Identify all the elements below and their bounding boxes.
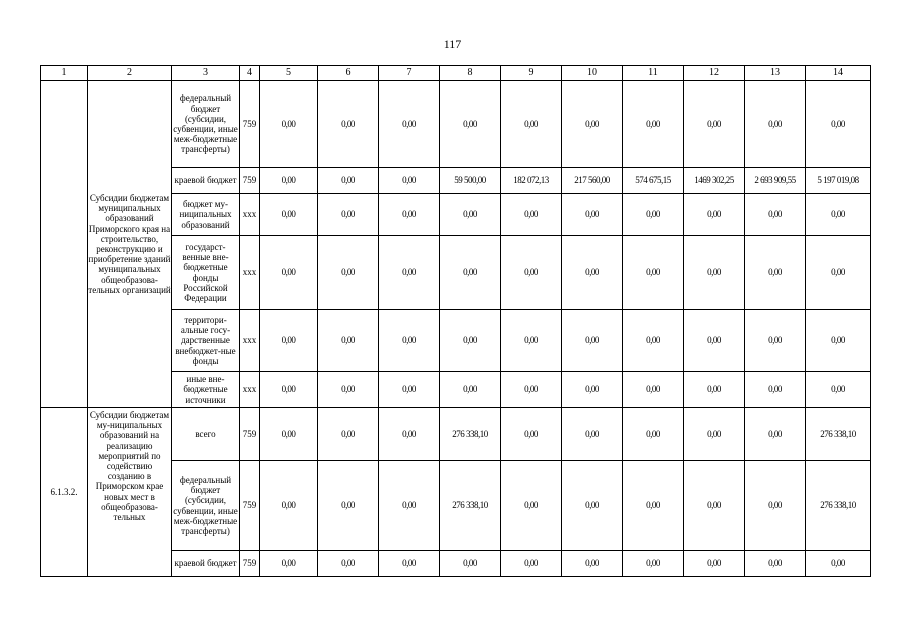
- value-cell: 276 338,10: [440, 461, 501, 551]
- column-header: 9: [501, 66, 562, 81]
- value-cell: 1469 302,25: [684, 168, 745, 194]
- value-cell: 0,00: [623, 310, 684, 372]
- value-cell: 0,00: [806, 194, 871, 236]
- column-header: 10: [562, 66, 623, 81]
- value-cell: 0,00: [562, 310, 623, 372]
- value-cell: 0,00: [745, 310, 806, 372]
- value-cell: 0,00: [318, 408, 379, 461]
- funding-source: федеральный бюджет (субсидии, субвенции, иные меж-бюджетные трансферты): [172, 461, 240, 551]
- value-cell: 0,00: [379, 194, 440, 236]
- value-cell: 0,00: [745, 81, 806, 168]
- value-cell: 0,00: [260, 310, 318, 372]
- value-cell: 0,00: [440, 372, 501, 408]
- value-cell: 217 560,00: [562, 168, 623, 194]
- budget-code: xxx: [240, 372, 260, 408]
- value-cell: 0,00: [562, 81, 623, 168]
- column-header: 5: [260, 66, 318, 81]
- value-cell: 574 675,15: [623, 168, 684, 194]
- value-cell: 0,00: [562, 408, 623, 461]
- value-cell: 0,00: [623, 408, 684, 461]
- value-cell: 0,00: [562, 236, 623, 310]
- value-cell: 0,00: [440, 81, 501, 168]
- column-header: 13: [745, 66, 806, 81]
- value-cell: 0,00: [684, 461, 745, 551]
- value-cell: 0,00: [318, 551, 379, 577]
- column-header: 12: [684, 66, 745, 81]
- column-header: 2: [88, 66, 172, 81]
- value-cell: 0,00: [501, 551, 562, 577]
- column-header: 3: [172, 66, 240, 81]
- value-cell: 0,00: [260, 372, 318, 408]
- value-cell: 0,00: [440, 236, 501, 310]
- value-cell: 0,00: [440, 310, 501, 372]
- funding-source: всего: [172, 408, 240, 461]
- value-cell: 0,00: [684, 310, 745, 372]
- value-cell: 0,00: [501, 236, 562, 310]
- budget-code: 759: [240, 551, 260, 577]
- budget-code: 759: [240, 408, 260, 461]
- value-cell: 0,00: [684, 236, 745, 310]
- value-cell: 0,00: [379, 461, 440, 551]
- value-cell: 0,00: [745, 194, 806, 236]
- item-name: Субсидии бюджетам муниципальных образований Приморского края на строительство, реконструкцию и приобретение зданий муниципальных общеобразова-тельных организаций: [88, 81, 172, 408]
- value-cell: 0,00: [501, 372, 562, 408]
- value-cell: 0,00: [562, 551, 623, 577]
- value-cell: 0,00: [501, 461, 562, 551]
- page-number: 117: [443, 37, 462, 51]
- funding-source: иные вне-бюджетные источники: [172, 372, 240, 408]
- funding-source: бюджет му-ниципальных образований: [172, 194, 240, 236]
- value-cell: 0,00: [260, 194, 318, 236]
- value-cell: 0,00: [684, 194, 745, 236]
- value-cell: 0,00: [562, 194, 623, 236]
- value-cell: 59 500,00: [440, 168, 501, 194]
- value-cell: 0,00: [379, 372, 440, 408]
- value-cell: 0,00: [379, 408, 440, 461]
- value-cell: 0,00: [623, 461, 684, 551]
- value-cell: 0,00: [745, 551, 806, 577]
- item-code: [41, 81, 88, 408]
- value-cell: 0,00: [260, 408, 318, 461]
- funding-source: государст-венные вне-бюджетные фонды Российской Федерации: [172, 236, 240, 310]
- value-cell: 5 197 019,08: [806, 168, 871, 194]
- budget-table: [40, 65, 871, 577]
- item-code: 6.1.3.2.: [41, 408, 88, 577]
- value-cell: 0,00: [379, 236, 440, 310]
- value-cell: 0,00: [260, 81, 318, 168]
- value-cell: 0,00: [379, 551, 440, 577]
- budget-code: xxx: [240, 236, 260, 310]
- column-header: 8: [440, 66, 501, 81]
- column-header: 6: [318, 66, 379, 81]
- value-cell: 0,00: [623, 194, 684, 236]
- value-cell: 0,00: [440, 551, 501, 577]
- budget-code: 759: [240, 81, 260, 168]
- value-cell: 0,00: [501, 408, 562, 461]
- value-cell: 0,00: [806, 81, 871, 168]
- value-cell: 0,00: [623, 81, 684, 168]
- value-cell: 0,00: [318, 81, 379, 168]
- item-name: Субсидии бюджетам му-ниципальных образований на реализацию мероприятий по содействию созданию в Приморском крае новых мест в общеобразова-тельных: [88, 408, 172, 577]
- value-cell: 0,00: [745, 236, 806, 310]
- value-cell: 0,00: [623, 551, 684, 577]
- column-header: 14: [806, 66, 871, 81]
- value-cell: 276 338,10: [806, 408, 871, 461]
- value-cell: 0,00: [318, 236, 379, 310]
- budget-code: 759: [240, 168, 260, 194]
- value-cell: 0,00: [806, 372, 871, 408]
- value-cell: 0,00: [379, 168, 440, 194]
- value-cell: 0,00: [806, 310, 871, 372]
- value-cell: 2 693 909,55: [745, 168, 806, 194]
- column-header: 4: [240, 66, 260, 81]
- value-cell: 0,00: [745, 461, 806, 551]
- column-header: 11: [623, 66, 684, 81]
- value-cell: 182 072,13: [501, 168, 562, 194]
- column-header: 1: [41, 66, 88, 81]
- value-cell: 0,00: [684, 551, 745, 577]
- budget-code: xxx: [240, 310, 260, 372]
- budget-code: 759: [240, 461, 260, 551]
- value-cell: 0,00: [260, 461, 318, 551]
- value-cell: 0,00: [440, 194, 501, 236]
- value-cell: 0,00: [318, 194, 379, 236]
- value-cell: 0,00: [501, 194, 562, 236]
- value-cell: 0,00: [501, 81, 562, 168]
- value-cell: 0,00: [684, 408, 745, 461]
- value-cell: 0,00: [745, 408, 806, 461]
- value-cell: 0,00: [623, 236, 684, 310]
- budget-code: xxx: [240, 194, 260, 236]
- funding-source: краевой бюджет: [172, 551, 240, 577]
- table-row: [41, 408, 871, 461]
- value-cell: 0,00: [379, 81, 440, 168]
- funding-source: территори-альные госу-дарственные внебюджет-ные фонды: [172, 310, 240, 372]
- funding-source: федеральный бюджет (субсидии, субвенции, иные меж-бюджетные трансферты): [172, 81, 240, 168]
- value-cell: 0,00: [318, 310, 379, 372]
- value-cell: 0,00: [562, 461, 623, 551]
- value-cell: 0,00: [318, 168, 379, 194]
- value-cell: 0,00: [260, 168, 318, 194]
- value-cell: 0,00: [684, 81, 745, 168]
- funding-source: краевой бюджет: [172, 168, 240, 194]
- header-row: [41, 66, 871, 81]
- value-cell: 0,00: [806, 551, 871, 577]
- value-cell: 0,00: [623, 372, 684, 408]
- column-header: 7: [379, 66, 440, 81]
- value-cell: 276 338,10: [440, 408, 501, 461]
- value-cell: 0,00: [318, 461, 379, 551]
- value-cell: 0,00: [318, 372, 379, 408]
- value-cell: 276 338,10: [806, 461, 871, 551]
- table-row: [41, 81, 871, 168]
- value-cell: 0,00: [562, 372, 623, 408]
- value-cell: 0,00: [260, 236, 318, 310]
- value-cell: 0,00: [684, 372, 745, 408]
- value-cell: 0,00: [501, 310, 562, 372]
- value-cell: 0,00: [379, 310, 440, 372]
- value-cell: 0,00: [260, 551, 318, 577]
- value-cell: 0,00: [806, 236, 871, 310]
- value-cell: 0,00: [745, 372, 806, 408]
